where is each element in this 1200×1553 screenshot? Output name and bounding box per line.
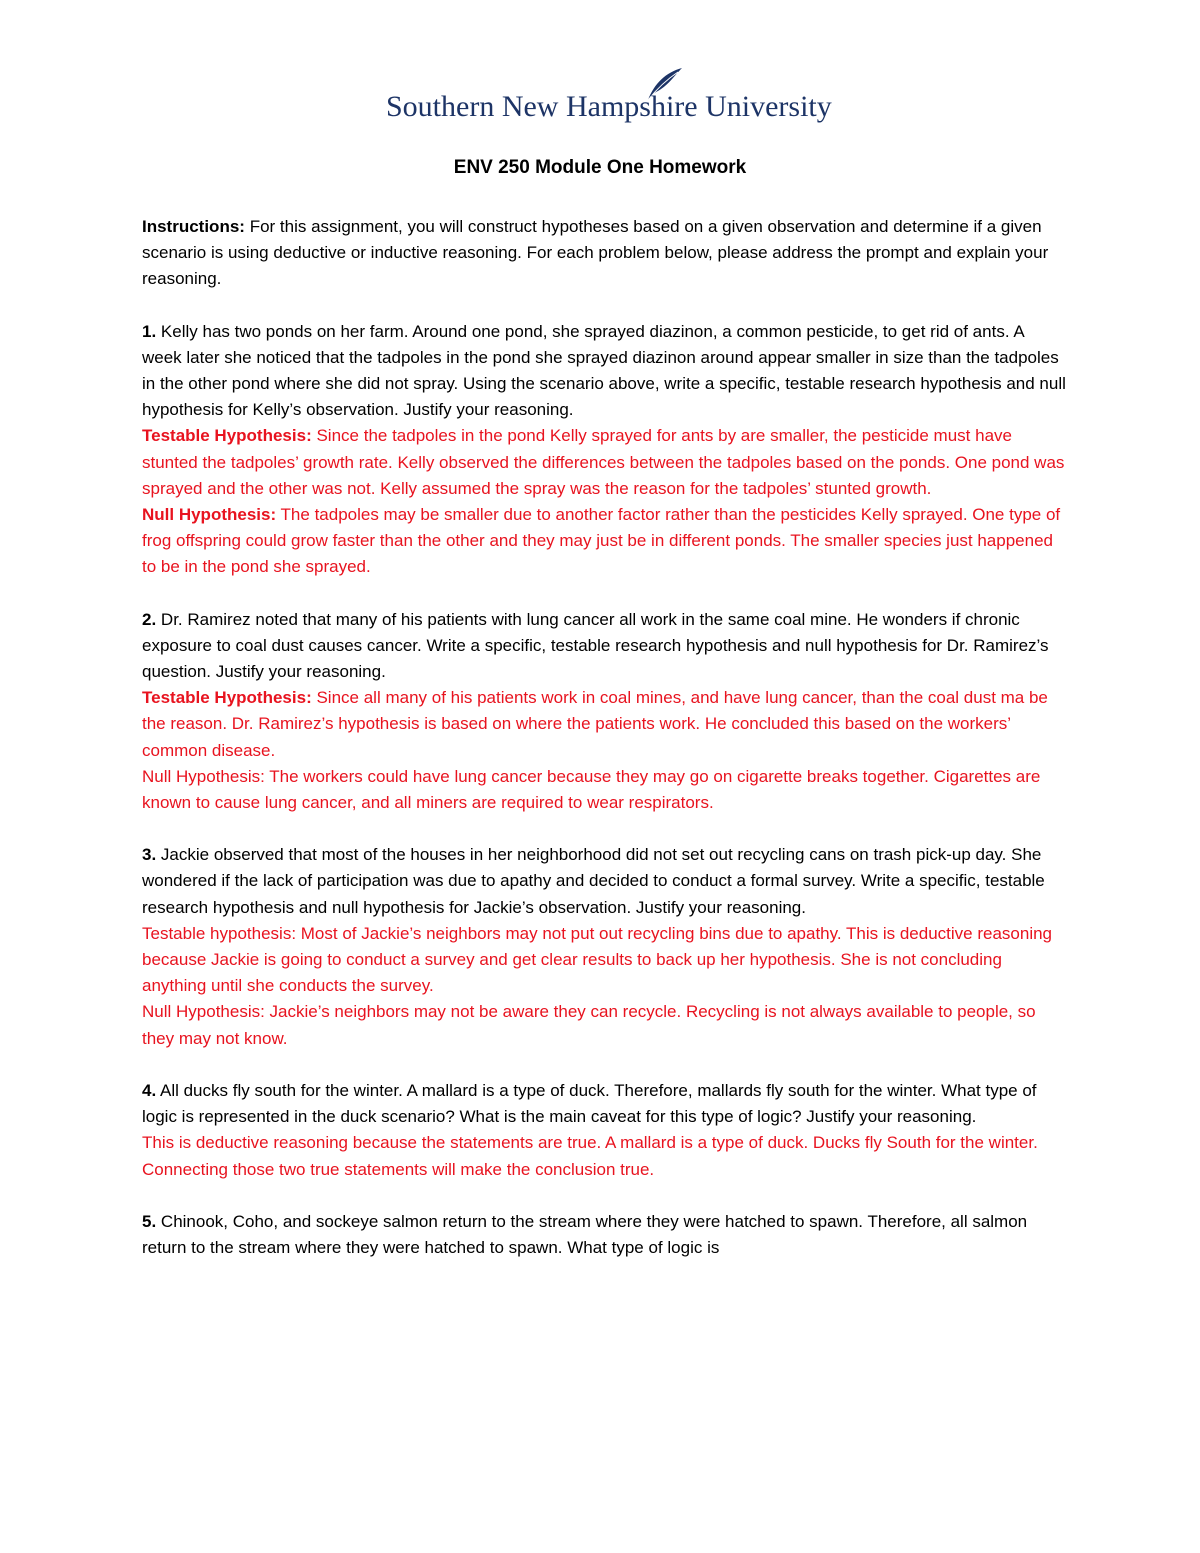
question-3-null-hypothesis: Null Hypothesis: Jackie’s neighbors may not be aware they can recycle. Recycling is not always available to people, so they may not know. xyxy=(142,1002,1036,1048)
question-2-number: 2. xyxy=(142,609,157,629)
question-1-null-hypothesis xyxy=(142,502,1067,581)
question-1-prompt xyxy=(142,319,1067,424)
page-title: ENV 250 Module One Homework xyxy=(453,157,747,178)
question-1-number: 1. xyxy=(142,321,157,341)
question-3-testable-hypothesis: Testable hypothesis: Most of Jackie’s neighbors may not put out recycling bins due to apathy. This is deductive reasoning because Jackie is going to conduct a survey and get clear results to back up her hypothesis. She is not concluding anything until she conducts the survey. xyxy=(142,923,1053,996)
question-5-text: Chinook, Coho, and sockeye salmon return to the stream where they were hatched to spawn. Therefore, all salmon return to the stream where they were hatched to spawn. What type of logic is xyxy=(142,1211,1028,1257)
testable-hypothesis-label: Testable Hypothesis: xyxy=(142,426,312,446)
question-3-number: 3. xyxy=(142,845,157,865)
question-1-text: Kelly has two ponds on her farm. Around one pond, she sprayed diazinon, a common pesticide, to get rid of ants. A week later she noticed that the tadpoles in the pond she sprayed diazinon around appear smaller in size than the tadpoles in the other pond where she did not spray. Using the scenario above, write a specific, testable research hypothesis and null hypothesis for Kelly’s observation. Justify your reasoning. xyxy=(142,321,1066,420)
question-3-text: Jackie observed that most of the houses in her neighborhood did not set out recycling cans on trash pick-up day. She wondered if the lack of participation was due to apathy and decided to conduct a formal survey. Write a specific, testable research hypothesis and null hypothesis for Jackie’s observation. Justify your reasoning. xyxy=(142,845,1045,917)
question-2-text: Dr. Ramirez noted that many of his patients with lung cancer all work in the same coal mine. He wonders if chronic exposure to coal dust causes cancer. Write a specific, testable research hypothesis and null hypothesis for Dr. Ramirez’s question. Justify your reasoning. xyxy=(142,609,1049,682)
question-3-prompt xyxy=(142,842,1067,921)
testable-hypothesis-label: Testable Hypothesis: xyxy=(142,688,312,708)
testable-hypothesis-text: Since all many of his patients work in coal mines, and have lung cancer, than the coal dust ma be the reason. Dr. Ramirez’s hypothesis is based on where the patients work. He concluded this based on the workers’ common disease. xyxy=(142,688,1048,760)
instructions-text: For this assignment, you will construct hypotheses based on a given observation and determine if a given scenario is using deductive or inductive reasoning. For each problem below, please address the prompt and explain your reasoning. xyxy=(142,217,1049,289)
question-4-prompt xyxy=(142,1078,1067,1130)
question-4-number: 4. xyxy=(142,1080,157,1100)
instructions-paragraph xyxy=(142,214,1067,293)
document-body xyxy=(142,214,1067,1261)
question-2-testable-hypothesis xyxy=(142,685,1067,764)
testable-hypothesis-text: Since the tadpoles in the pond Kelly sprayed for ants by are smaller, the pesticide must have stunted the tadpoles’ growth rate. Kelly observed the differences between the tadpoles based on the ponds. One pond was sprayed and the other was not. Kelly assumed the spray was the reason for the tadpoles’ stunted growth. xyxy=(142,426,1065,498)
question-1-testable-hypothesis xyxy=(142,423,1067,502)
question-4-answer: This is deductive reasoning because the statements are true. A mallard is a type of duck. Ducks fly South for the winter. Connecting those two true statements will make the conclusion true. xyxy=(142,1133,1038,1179)
question-5-number: 5. xyxy=(142,1211,157,1231)
question-5-prompt xyxy=(142,1209,1067,1261)
question-2-prompt xyxy=(142,607,1067,686)
logo-text: Southern New Hampshire University xyxy=(386,90,832,123)
university-logo xyxy=(386,66,832,136)
instructions-label: Instructions: xyxy=(142,217,245,236)
question-2-null-hypothesis: Null Hypothesis: The workers could have lung cancer because they may go on cigarette breaks together. Cigarettes are known to cause lung cancer, and all miners are required to wear respirators. xyxy=(142,766,1041,813)
null-hypothesis-text: The tadpoles may be smaller due to another factor rather than the pesticides Kelly sprayed. One type of frog offspring could grow faster than the other and they may just be in different ponds. The smaller species just happened to be in the pond she sprayed. xyxy=(142,505,1061,577)
null-hypothesis-label: Null Hypothesis: xyxy=(142,505,277,525)
question-4-text: All ducks fly south for the winter. A mallard is a type of duck. Therefore, mallards fly south for the winter. What type of logic is represented in the duck scenario? What is the main caveat for this type of logic? Justify your reasoning. xyxy=(142,1080,1037,1127)
